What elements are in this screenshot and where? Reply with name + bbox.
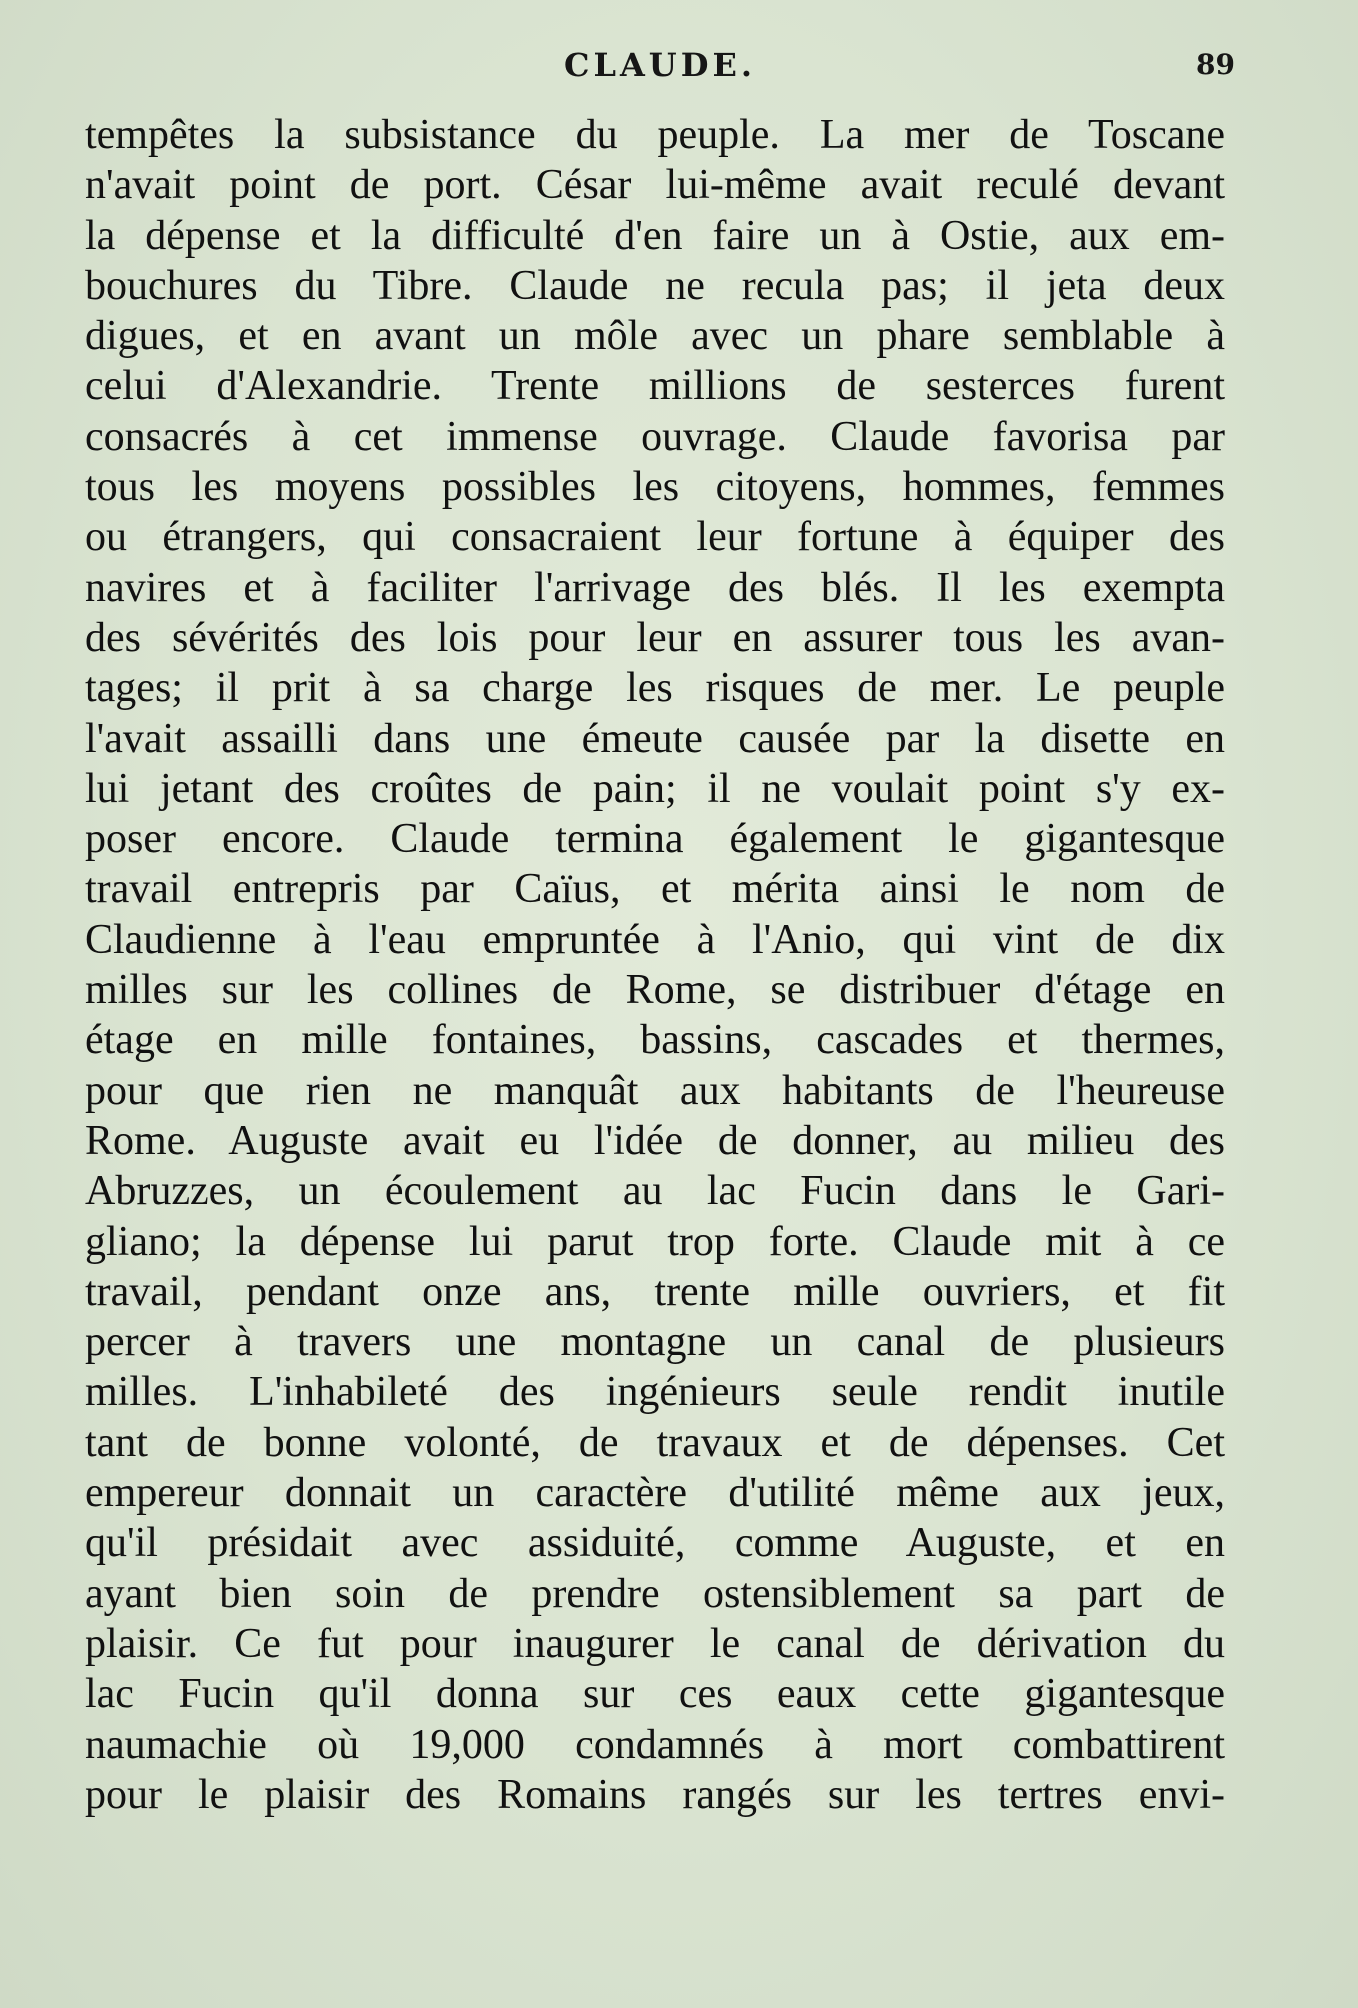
text-line: des sévérités des lois pour leur en assurer tous les avan- bbox=[85, 614, 1225, 661]
text-line: empereur donnait un caractère d'utilité même aux jeux, bbox=[85, 1470, 1225, 1517]
text-line: lac Fucin qu'il donna sur ces eaux cette gigantesque bbox=[85, 1671, 1225, 1718]
text-line: consacrés à cet immense ouvrage. Claude favorisa par bbox=[85, 413, 1225, 460]
text-line: qu'il présidait avec assiduité, comme Auguste, et en bbox=[85, 1520, 1225, 1567]
text-line: ayant bien soin de prendre ostensiblement sa part de bbox=[85, 1570, 1225, 1617]
text-line: tous les moyens possibles les citoyens, hommes, femmes bbox=[85, 464, 1225, 511]
running-title: CLAUDE. bbox=[564, 46, 756, 84]
text-line: plaisir. Ce fut pour inaugurer le canal de dérivation du bbox=[85, 1620, 1225, 1667]
text-line: tant de bonne volonté, de travaux et de dépenses. Cet bbox=[85, 1419, 1225, 1466]
text-line: percer à travers une montagne un canal de plusieurs bbox=[85, 1319, 1225, 1366]
text-line: naumachie où 19,000 condamnés à mort combattirent bbox=[85, 1721, 1225, 1768]
text-line: gliano; la dépense lui parut trop forte. Claude mit à ce bbox=[85, 1218, 1225, 1265]
text-line: pour que rien ne manquât aux habitants de l'heureuse bbox=[85, 1067, 1225, 1114]
text-line: milles sur les collines de Rome, se distribuer d'étage en bbox=[85, 967, 1225, 1014]
text-line: l'avait assailli dans une émeute causée par la disette en bbox=[85, 715, 1225, 762]
text-line: étage en mille fontaines, bassins, cascades et thermes, bbox=[85, 1017, 1225, 1064]
text-line: navires et à faciliter l'arrivage des blés. Il les exempta bbox=[85, 564, 1225, 611]
page-header bbox=[85, 46, 1235, 96]
text-line: digues, et en avant un môle avec un phare semblable à bbox=[85, 313, 1225, 360]
text-line: ou étrangers, qui consacraient leur fortune à équiper des bbox=[85, 514, 1225, 561]
text-line: milles. L'inhabileté des ingénieurs seule rendit inutile bbox=[85, 1369, 1225, 1416]
page-number: 89 bbox=[1196, 48, 1235, 81]
text-line: bouchures du Tibre. Claude ne recula pas; il jeta deux bbox=[85, 262, 1225, 309]
text-line: Claudienne à l'eau empruntée à l'Anio, qui vint de dix bbox=[85, 916, 1225, 963]
text-line: pour le plaisir des Romains rangés sur les tertres envi- bbox=[85, 1771, 1225, 1818]
text-line: travail entrepris par Caïus, et mérita ainsi le nom de bbox=[85, 866, 1225, 913]
text-line: la dépense et la difficulté d'en faire un à Ostie, aux em- bbox=[85, 212, 1225, 259]
text-line: travail, pendant onze ans, trente mille ouvriers, et fit bbox=[85, 1268, 1225, 1315]
text-line: celui d'Alexandrie. Trente millions de sesterces furent bbox=[85, 363, 1225, 410]
text-line: tempêtes la subsistance du peuple. La mer de Toscane bbox=[85, 112, 1225, 158]
text-line: tages; il prit à sa charge les risques de mer. Le peuple bbox=[85, 665, 1225, 712]
text-line: Rome. Auguste avait eu l'idée de donner, au milieu des bbox=[85, 1117, 1225, 1164]
text-line: n'avait point de port. César lui-même avait reculé devant bbox=[85, 162, 1225, 209]
text-line: lui jetant des croûtes de pain; il ne voulait point s'y ex- bbox=[85, 765, 1225, 812]
body-text bbox=[85, 110, 1225, 1820]
text-line: Abruzzes, un écoulement au lac Fucin dans le Gari- bbox=[85, 1168, 1225, 1215]
text-line: poser encore. Claude termina également le gigantesque bbox=[85, 816, 1225, 863]
